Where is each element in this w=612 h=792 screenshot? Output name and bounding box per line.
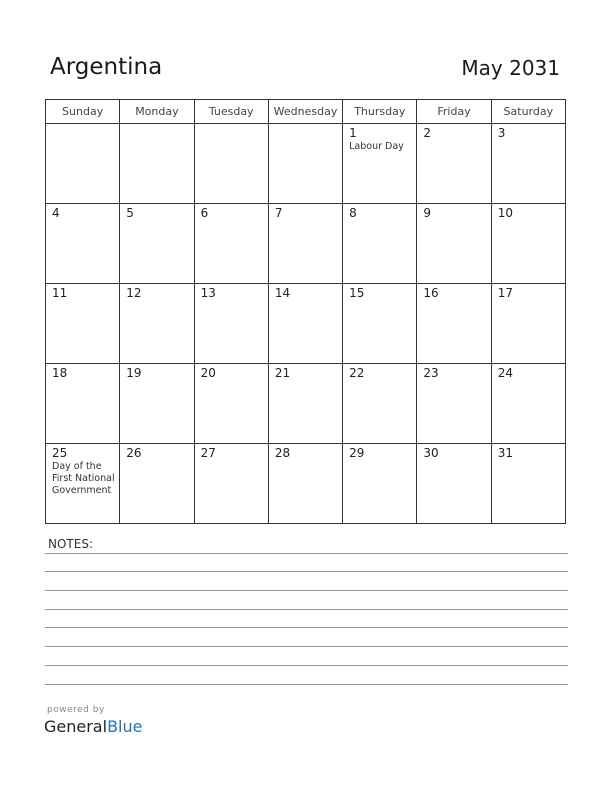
day-number: 21 (274, 366, 291, 380)
day-number: 11 (52, 286, 68, 300)
day-number: 1 (349, 126, 357, 140)
day-number: 8 (349, 206, 357, 220)
day-number: 7 (274, 206, 283, 220)
day-cell[interactable] (194, 444, 268, 524)
day-number: 23 (423, 366, 439, 380)
note-line (45, 590, 568, 591)
day-cell[interactable] (268, 284, 342, 364)
note-line (45, 571, 568, 572)
day-number: 31 (497, 446, 513, 460)
day-cell[interactable] (120, 444, 194, 524)
note-line (45, 665, 568, 666)
weekday-thursday: Thursday (343, 100, 417, 124)
weekday-sunday: Sunday (46, 100, 120, 124)
day-number: 30 (423, 446, 439, 460)
powered-by-text: powered by (47, 705, 105, 715)
day-cell[interactable] (120, 364, 194, 444)
day-number: 25 (52, 446, 68, 460)
day-number: 28 (274, 446, 291, 460)
day-number: 22 (349, 366, 365, 380)
brand-general: General (44, 717, 108, 736)
day-number: 18 (52, 366, 68, 380)
week-row (46, 284, 566, 364)
weekday-friday: Friday (417, 100, 491, 124)
day-cell[interactable] (491, 284, 565, 364)
weekday-saturday: Saturday (491, 100, 565, 124)
day-cell[interactable] (491, 124, 565, 204)
day-number: 4 (52, 206, 60, 220)
day-number: 29 (349, 446, 365, 460)
week-row (46, 444, 566, 524)
weekday-wednesday: Wednesday (268, 100, 342, 124)
day-cell[interactable] (120, 124, 194, 204)
day-cell[interactable] (194, 124, 268, 204)
week-row (46, 124, 566, 204)
day-number: 27 (200, 446, 216, 460)
day-cell[interactable] (120, 204, 194, 284)
day-cell[interactable] (268, 124, 342, 204)
day-number: 13 (200, 286, 216, 300)
day-number: 10 (497, 206, 513, 220)
note-line (45, 553, 568, 554)
day-number: 6 (200, 206, 209, 220)
generalblue-logo[interactable] (44, 717, 142, 736)
day-number: 20 (200, 366, 216, 380)
day-cell[interactable] (46, 124, 120, 204)
holiday-label: Day of the First National Government (52, 461, 115, 496)
day-cell[interactable] (417, 364, 491, 444)
note-line (45, 646, 568, 647)
day-cell[interactable] (491, 204, 565, 284)
day-cell[interactable] (46, 284, 120, 364)
day-number: 3 (497, 126, 506, 140)
weekday-tuesday: Tuesday (194, 100, 268, 124)
weekday-header-row (46, 100, 566, 124)
calendar-grid (45, 99, 566, 524)
day-cell[interactable] (120, 284, 194, 364)
day-cell[interactable] (268, 364, 342, 444)
day-cell[interactable] (194, 284, 268, 364)
day-number: 26 (126, 446, 142, 460)
day-number: 24 (497, 366, 513, 380)
country-title: Argentina (50, 54, 163, 80)
notes-label: NOTES: (48, 537, 93, 551)
note-line (45, 627, 568, 628)
week-row (46, 364, 566, 444)
day-number: 17 (497, 286, 513, 300)
note-line (45, 609, 568, 610)
day-cell[interactable] (194, 364, 268, 444)
day-cell[interactable] (46, 204, 120, 284)
day-cell[interactable] (491, 444, 565, 524)
day-cell[interactable] (46, 364, 120, 444)
day-number: 16 (423, 286, 439, 300)
day-number: 5 (126, 206, 134, 220)
weekday-monday: Monday (120, 100, 194, 124)
day-cell[interactable] (46, 444, 120, 524)
holiday-label: Labour Day (349, 141, 404, 152)
day-cell[interactable] (417, 204, 491, 284)
day-cell[interactable] (268, 444, 342, 524)
day-cell[interactable] (343, 204, 417, 284)
day-number: 19 (126, 366, 142, 380)
day-cell[interactable] (491, 364, 565, 444)
day-cell[interactable] (343, 284, 417, 364)
day-cell[interactable] (194, 204, 268, 284)
week-row (46, 204, 566, 284)
day-number: 12 (126, 286, 142, 300)
month-year-title: May 2031 (461, 56, 560, 80)
note-line (45, 684, 568, 685)
day-cell[interactable] (417, 284, 491, 364)
day-cell[interactable] (417, 444, 491, 524)
day-number: 9 (423, 206, 432, 220)
day-cell[interactable] (343, 444, 417, 524)
day-cell[interactable] (343, 124, 417, 204)
day-number: 2 (423, 126, 432, 140)
day-cell[interactable] (268, 204, 342, 284)
day-number: 14 (274, 286, 291, 300)
day-cell[interactable] (417, 124, 491, 204)
day-cell[interactable] (343, 364, 417, 444)
brand-blue: Blue (107, 717, 143, 736)
day-number: 15 (349, 286, 365, 300)
